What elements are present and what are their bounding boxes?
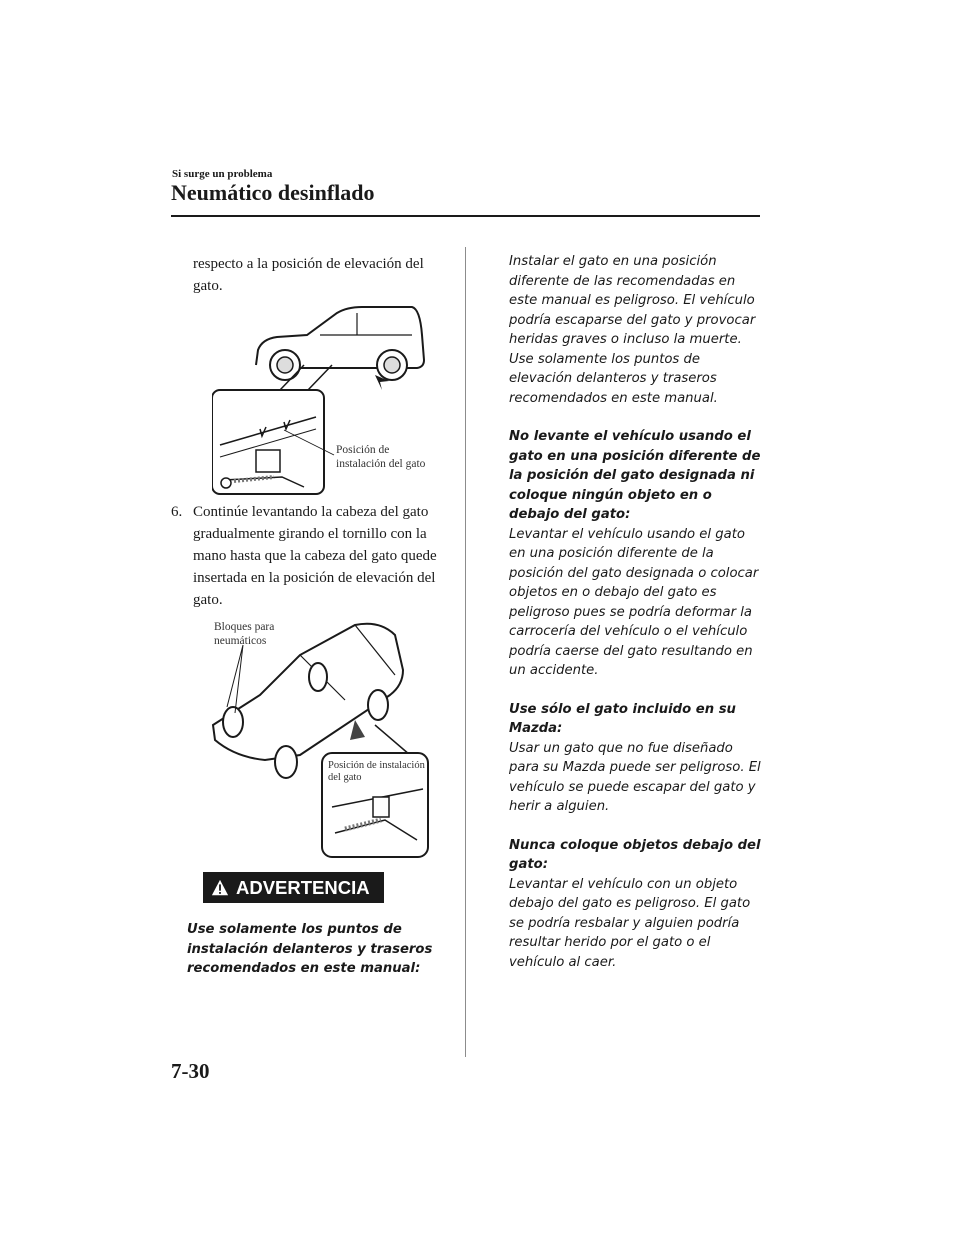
page-number: 7-30 [171, 1059, 210, 1083]
warning-subheading: No levante el vehículo usando el gato en una posición diferente de la posición del gato designada ni coloque ningún objeto en o debajo del gato: [509, 429, 761, 522]
step-number: 6. [171, 504, 183, 520]
warning-subheading: Use sólo el gato incluido en su Mazda: [509, 701, 736, 736]
intro-text: respecto a la posición de elevación del gato. [193, 256, 424, 294]
warning-icon [211, 879, 229, 897]
warning-paragraph: Levantar el vehículo con un objeto debajo del gato es peligroso. El gato se podría resbalar y alguien podría resultar herido por el gato o el vehículo al caer. [509, 876, 751, 970]
figure2-label-blocks: Bloques para neumáticos [214, 621, 275, 647]
warning-paragraph: Instalar el gato en una posición diferente de las recomendadas en este manual es peligroso. El vehículo podría escaparse del gato y provocar heridas graves o incluso la muerte. Use solamente los puntos de elevación delanteros y traseros recomendados en este manual. [509, 254, 756, 406]
warning-badge [203, 872, 384, 903]
jack-position-figure-2 [205, 615, 430, 860]
warning-heading: Use solamente los puntos de instalación delanteros y traseros recomendados en este manual: [187, 922, 433, 976]
warning-paragraph: Levantar el vehículo usando el gato en una posición diferente de la posición del gato designada o colocar objetos en o debajo del gato es peligroso pues se podría deformar la carrocería del vehículo o el vehículo podría caerse del gato resultando en un accidente. [509, 526, 759, 678]
figure1-label: Posición de instalación del gato [336, 444, 426, 470]
column-divider [465, 247, 466, 1057]
warning-subheading: Nunca coloque objetos debajo del gato: [509, 837, 761, 872]
warning-label: ADVERTENCIA [236, 876, 370, 898]
warning-details [509, 252, 764, 972]
section-label: Si surge un problema [172, 168, 273, 180]
page-title: Neumático desinflado [171, 180, 375, 205]
title-rule [171, 215, 760, 217]
warning-paragraph: Usar un gato que no fue diseñado para su Mazda puede ser peligroso. El vehículo se puede escapar del gato y herir a alguien. [509, 740, 761, 814]
figure2-label-jack: Posición de instalación del gato [328, 760, 425, 783]
step-text: Continúe levantando la cabeza del gato gradualmente girando el tornillo con la mano hasta que la cabeza del gato quede insertada en la posición de elevación del gato. [193, 504, 437, 608]
